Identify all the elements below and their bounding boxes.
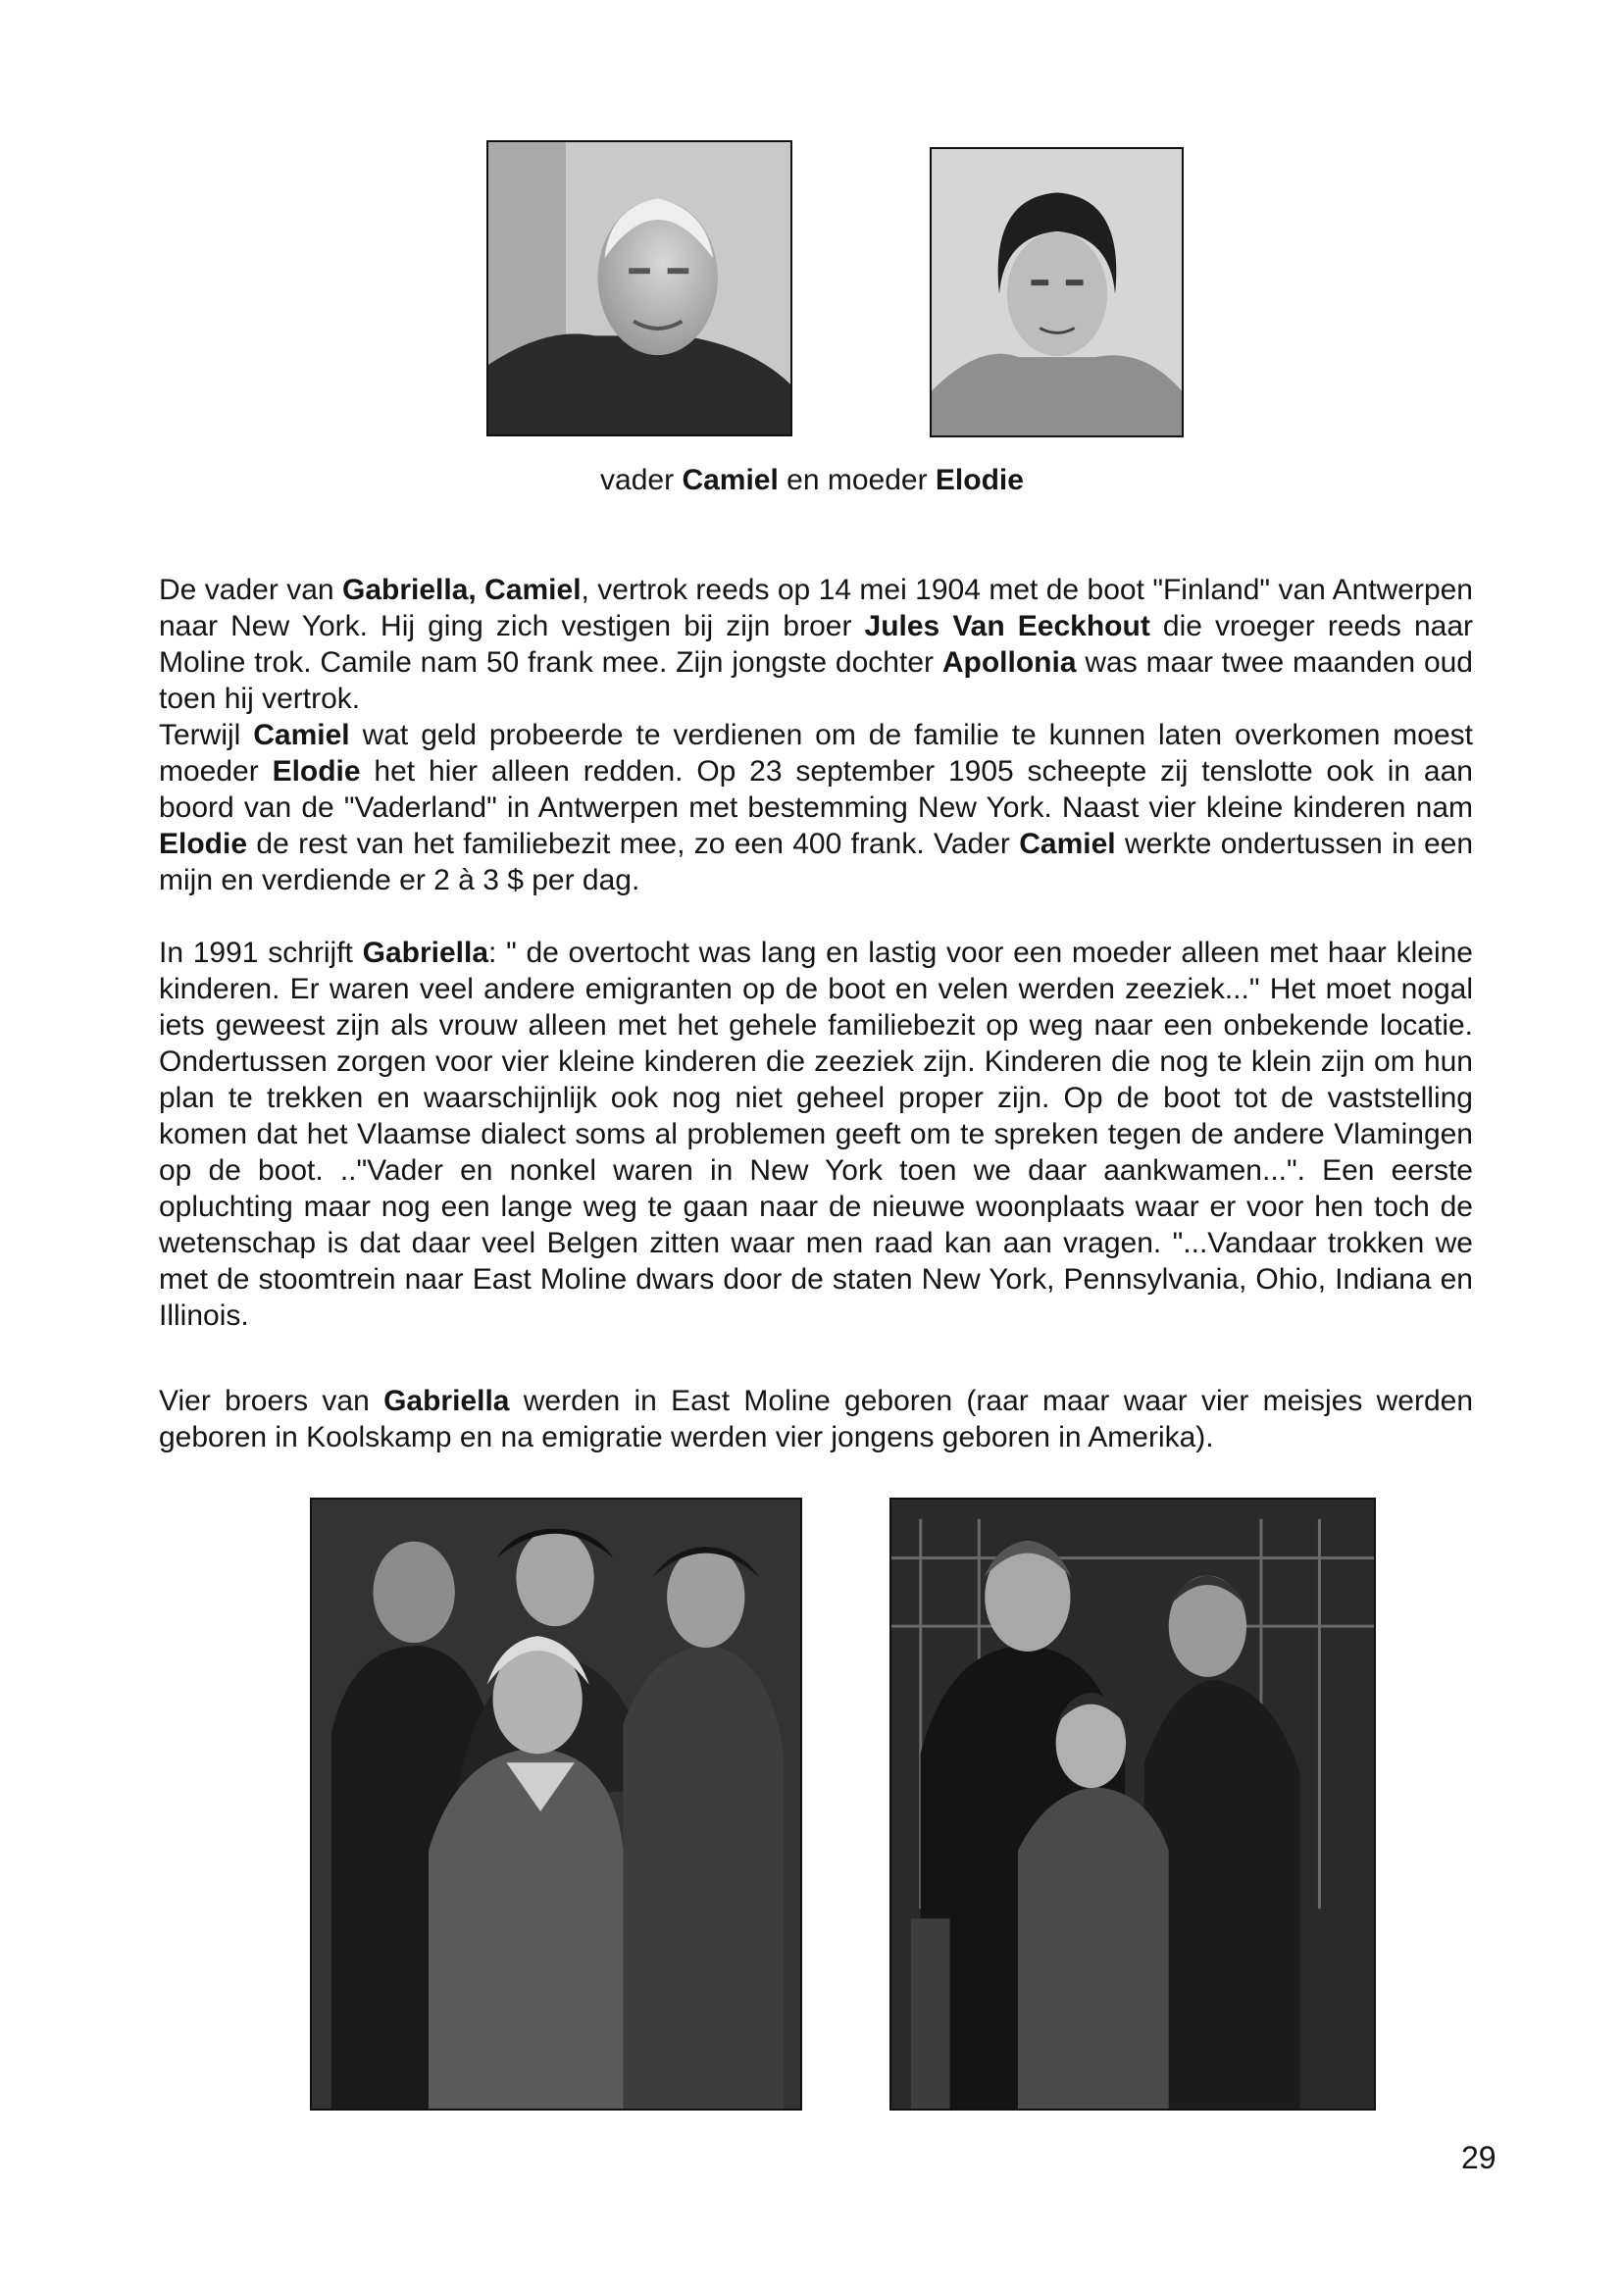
photo-father-camiel	[486, 140, 792, 436]
photo-three-brothers	[889, 1498, 1376, 2111]
photo-four-sisters	[310, 1498, 802, 2111]
paragraph-crossing: In 1991 schrijft Gabriella: " de overtocht was lang en lastig voor een moeder alleen met haar kleine kinderen. Er waren veel andere emigranten op de boot en velen werden zeeziek..." Het moet nogal iets geweest zijn als vrouw alleen met het gehele familiebezit op weg naar een onbekende locatie. Ondertussen zorgen voor vier kleine kinderen die zeeziek zijn. Kinderen die nog te klein zijn om hun plan te trekken en waarschijnlijk ook nog niet geheel proper zijn. Op de boot tot de vaststelling komen dat het Vlaamse dialect soms al problemen geeft om te spreken tegen de andere Vlamingen op de boot. .."Vader en nonkel waren in New York toen we daar aankwamen...". Een eerste opluchting maar nog een lange weg te gaan naar de nieuwe woonplaats waar er voor hen toch de wetenschap is dat daar veel Belgen zitten waar men raad kan aan vragen. "...Vandaar trokken we met de stoomtrein naar East Moline dwars door de staten New York, Pennsylvania, Ohio, Indiana en Illinois.	[159, 937, 1473, 1332]
paragraph-emigration: De vader van Gabriella, Camiel, vertrok reeds op 14 mei 1904 met de boot "Finland" van Antwerpen naar New York. Hij ging zich vestigen bij zijn broer Jules Van Eeckhout die vroeger reeds naar Moline trok. Camile nam 50 frank mee. Zijn jongste dochter Apollonia was maar twee maanden oud toen hij vertrok. Terwijl Camiel wat geld probeerde te verdienen om de familie te kunnen laten overkomen moest moeder Elodie het hier alleen redden. Op 23 september 1905 scheepte zij tenslotte ook in aan boord van de "Vaderland" in Antwerpen met bestemming New York. Naast vier kleine kinderen nam Elodie de rest van het familiebezit mee, zo een 400 frank. Vader Camiel werkte ondertussen in een mijn en verdiende er 2 à 3 $ per dag.	[159, 574, 1474, 896]
page-number: 29	[1461, 2140, 1497, 2175]
photo-caption: vader Camiel en moeder Elodie	[600, 464, 1024, 496]
paragraph-brothers: Vier broers van Gabriella werden in East Moline geboren (raar maar waar vier meisjes werden geboren in Koolskamp en na emigratie werden vier jongens geboren in Amerika).	[159, 1385, 1473, 1453]
photo-mother-elodie	[930, 147, 1184, 437]
